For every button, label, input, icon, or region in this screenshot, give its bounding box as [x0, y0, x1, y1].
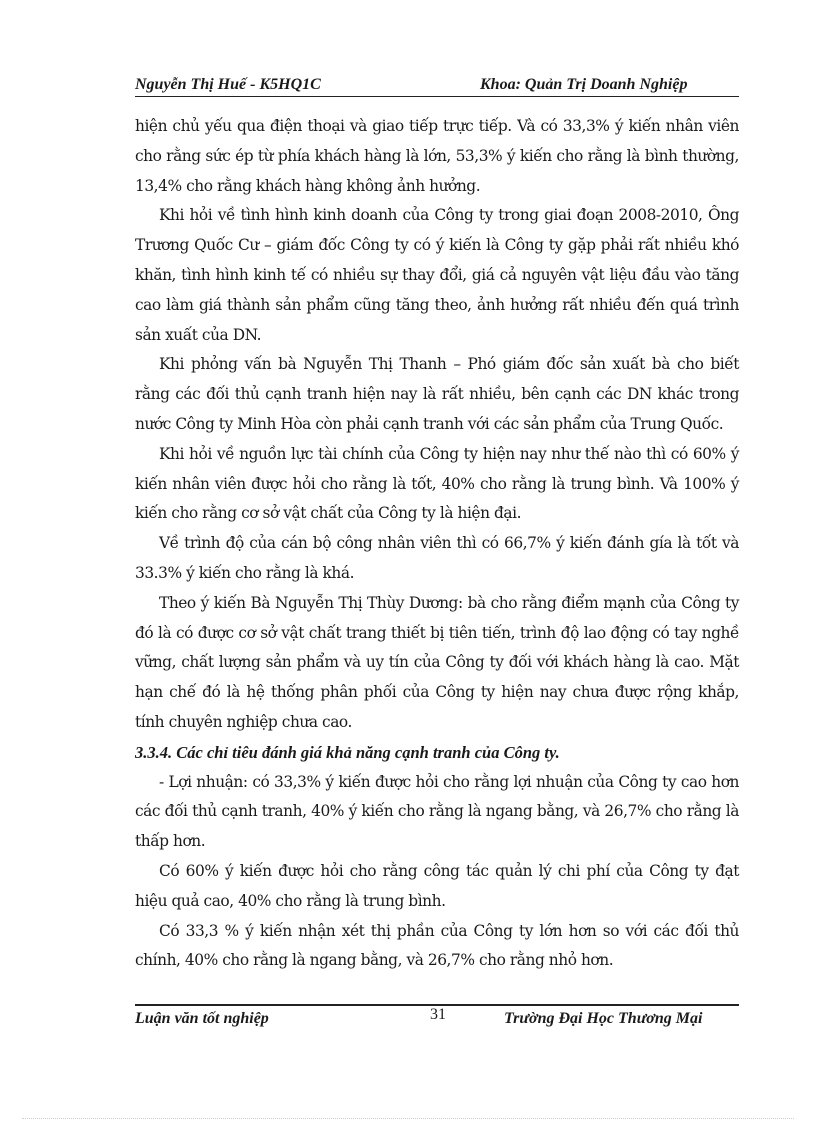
paragraph-competitors: Khi phỏng vấn bà Nguyễn Thị Thanh – Phó giám đốc sản xuất bà cho biết rằng các đối thủ cạnh tranh hiện nay là rất nhiều, bên cạnh các DN khác trong nước Công ty Minh Hòa còn phải cạnh tranh với các sản phẩm của Trung Quốc. [135, 355, 739, 433]
paragraph-strengths: Theo ý kiến Bà Nguyễn Thị Thùy Dương: bà cho rằng điểm mạnh của Công ty đó là có được cơ sở vật chất trang thiết bị tiên tiến, trình độ lao động có tay nghề vững, chất lượng sản phẩm và uy tín của Công ty đối với khách hàng là cao. Mặt hạn chế đó là hệ thống phân phối của Công ty hiện nay chưa được rộng khắp, tính chuyên nghiệp chưa cao. [135, 593, 739, 731]
header-author: Nguyễn Thị Huế - K5HQ1C [135, 76, 321, 93]
page-header [135, 74, 739, 97]
paragraph-cost-management: Có 60% ý kiến được hỏi cho rằng công tác quản lý chi phí của Công ty đạt hiệu quả cao, 40% cho rằng là trung bình. [135, 861, 739, 910]
paragraph-business-situation: Khi hỏi về tình hình kinh doanh của Công ty trong giai đoạn 2008-2010, Ông Trương Quốc Cư – giám đốc Công ty có ý kiến là Công ty gặp phải rất nhiều khó khăn, tình hình kinh tế có nhiều sự thay đổi, giá cả nguyên vật liệu đầu vào tăng cao làm giá thành sản phẩm cũng tăng theo, ảnh hưởng rất nhiều đến quá trình sản xuất của DN. [135, 206, 739, 344]
paragraph-market-share: Có 33,3 % ý kiến nhận xét thị phần của Công ty lớn hơn so với các đối thủ chính, 40% cho rằng là ngang bằng, và 26,7% cho rằng nhỏ hơn. [135, 921, 739, 970]
page-body [135, 112, 739, 976]
paragraph-continuation: hiện chủ yếu qua điện thoại và giao tiếp trực tiếp. Và có 33,3% ý kiến nhân viên cho rằng sức ép từ phía khách hàng là lớn, 53,3% ý kiến cho rằng là bình thường, 13,4% cho rằng khách hàng không ảnh hưởng. [135, 117, 739, 195]
page-edge-dotted-line [22, 1118, 794, 1119]
paragraph-profit: - Lợi nhuận: có 33,3% ý kiến được hỏi cho rằng lợi nhuận của Công ty cao hơn các đối thủ cạnh tranh, 40% ý kiến cho rằng là ngang bằng, và 26,7% cho rằng là thấp hơn. [135, 772, 739, 851]
footer-university: Trường Đại Học Thương Mại [504, 1010, 703, 1027]
header-faculty: Khoa: Quản Trị Doanh Nghiệp [480, 76, 688, 93]
paragraph-staff-level: Về trình độ của cán bộ công nhân viên thì có 66,7% ý kiến đánh gía là tốt và 33.3% ý kiến cho rằng là khá. [135, 534, 739, 582]
page-number: 31 [430, 1006, 446, 1023]
paragraph-finance: Khi hỏi về nguồn lực tài chính của Công ty hiện nay như thế nào thì có 60% ý kiến nhân viên được hỏi cho rằng là tốt, 40% cho rằng là trung bình. Và 100% ý kiến cho rằng cơ sở vật chất của Công ty là hiện đại. [135, 444, 739, 523]
section-heading: 3.3.4. Các chỉ tiêu đánh giá khả năng cạnh tranh của Công ty. [135, 742, 560, 762]
footer-thesis-label: Luận văn tốt nghiệp [135, 1010, 269, 1027]
